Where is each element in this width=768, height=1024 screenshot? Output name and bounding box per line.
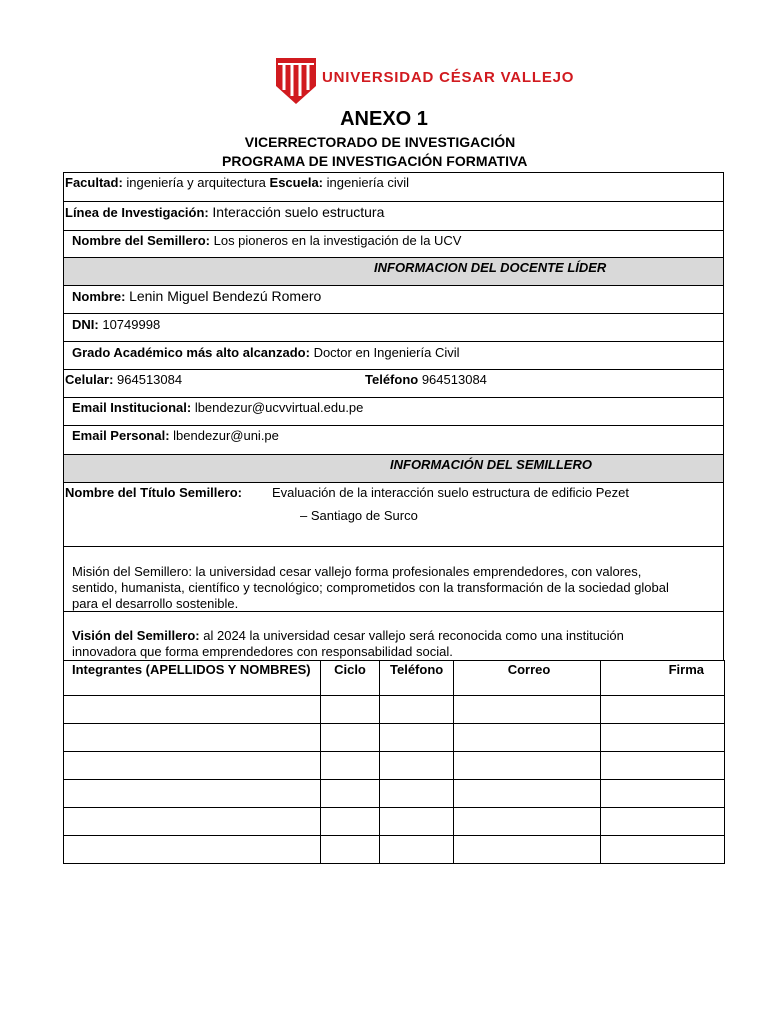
celular-label: Celular: [65, 372, 114, 387]
table-cell[interactable] [601, 724, 725, 752]
semillero-row [63, 230, 724, 258]
university-name: UNIVERSIDAD CÉSAR VALLEJO [322, 69, 575, 86]
mision-text: Misión del Semillero: la universidad cesar vallejo forma profesionales emprendedores, con valores, sentido, humanista, científico y tecnológico; comprometidos con la transformación de la sociedad global para el desarrollo sostenible. [72, 564, 669, 611]
table-row [64, 808, 725, 836]
escuela-value: ingeniería civil [326, 175, 410, 190]
table-cell[interactable] [454, 780, 601, 808]
table-cell[interactable] [454, 836, 601, 864]
semillero-label: Nombre del Semillero: [72, 233, 210, 248]
grado-value: Doctor en Ingeniería Civil [313, 345, 460, 360]
facultad-row [63, 172, 724, 202]
table-row [64, 696, 725, 724]
telefono-label: Teléfono [365, 372, 419, 387]
members-table [63, 660, 725, 864]
email-personal-value: lbendezur@uni.pe [173, 428, 279, 443]
table-cell[interactable] [380, 752, 454, 780]
celular-value: 964513084 [117, 372, 183, 387]
table-cell[interactable] [454, 724, 601, 752]
docente-section-title: INFORMACION DEL DOCENTE LÍDER [374, 260, 607, 275]
column-header-telefono: Teléfono [380, 661, 454, 696]
column-header-ciclo: Ciclo [321, 661, 380, 696]
table-cell[interactable] [380, 724, 454, 752]
table-cell[interactable] [454, 808, 601, 836]
table-cell[interactable] [321, 696, 380, 724]
email-institucional-label: Email Institucional: [72, 400, 192, 415]
table-cell[interactable] [321, 780, 380, 808]
titulo-value-line2: – Santiago de Surco [300, 508, 418, 523]
column-header-integrantes: Integrantes (APELLIDOS Y NOMBRES) [64, 661, 321, 696]
nombre-row [63, 285, 724, 314]
table-cell[interactable] [321, 752, 380, 780]
facultad-value: ingeniería y arquitectura [126, 175, 266, 190]
vision-label: Visión del Semillero: [72, 628, 200, 643]
email-institucional-row [63, 397, 724, 426]
email-institucional-value: lbendezur@ucvvirtual.edu.pe [194, 400, 364, 415]
table-cell[interactable] [454, 696, 601, 724]
table-cell[interactable] [321, 836, 380, 864]
table-row [64, 724, 725, 752]
table-row [64, 780, 725, 808]
titulo-label: Nombre del Título Semillero: [65, 485, 242, 500]
column-header-firma: Firma [601, 661, 725, 696]
page-subtitle-vicerrectorado: VICERRECTORADO DE INVESTIGACIÓN [244, 134, 516, 150]
members-header-row [64, 661, 725, 696]
facultad-label: Facultad: [65, 175, 123, 190]
table-cell[interactable] [64, 836, 321, 864]
table-cell[interactable] [601, 696, 725, 724]
table-cell[interactable] [380, 780, 454, 808]
university-shield-icon [274, 56, 318, 106]
table-cell[interactable] [454, 752, 601, 780]
table-cell[interactable] [64, 724, 321, 752]
table-cell[interactable] [601, 808, 725, 836]
titulo-value-line1: Evaluación de la interacción suelo estructura de edificio Pezet [272, 485, 629, 500]
table-row [64, 752, 725, 780]
table-cell[interactable] [321, 724, 380, 752]
email-personal-label: Email Personal: [72, 428, 170, 443]
semillero-section-title: INFORMACIÓN DEL SEMILLERO [390, 457, 592, 472]
linea-label: Línea de Investigación: [65, 205, 209, 220]
contacto-row [63, 369, 724, 398]
table-cell[interactable] [601, 752, 725, 780]
table-cell[interactable] [380, 808, 454, 836]
escuela-label: Escuela: [269, 175, 324, 190]
vision-value: al 2024 la universidad cesar vallejo será reconocida como una institución innovadora que forma emprendedores con responsabilidad social. [72, 628, 624, 659]
vision-row [63, 611, 724, 661]
table-cell[interactable] [380, 696, 454, 724]
table-cell[interactable] [601, 836, 725, 864]
table-cell[interactable] [321, 808, 380, 836]
titulo-row [63, 482, 724, 547]
table-row [64, 836, 725, 864]
telefono-value: 964513084 [421, 372, 487, 387]
mision-row [63, 546, 724, 612]
column-header-correo: Correo [454, 661, 601, 696]
email-personal-row [63, 425, 724, 455]
table-cell[interactable] [64, 808, 321, 836]
table-cell[interactable] [64, 780, 321, 808]
dni-row [63, 313, 724, 342]
semillero-value: Los pioneros en la investigación de la UCV [213, 233, 462, 248]
page-title: ANEXO 1 [340, 108, 428, 130]
nombre-label: Nombre: [72, 289, 126, 304]
table-cell[interactable] [380, 836, 454, 864]
table-cell[interactable] [64, 696, 321, 724]
table-cell[interactable] [64, 752, 321, 780]
docente-section-header [63, 257, 724, 286]
grado-label: Grado Académico más alto alcanzado: [72, 345, 310, 360]
dni-value: 10749998 [102, 317, 161, 332]
table-cell[interactable] [601, 780, 725, 808]
university-logo [274, 56, 575, 106]
grado-row [63, 341, 724, 370]
semillero-section-header [63, 454, 724, 483]
nombre-value: Lenin Miguel Bendezú Romero [129, 288, 322, 304]
dni-label: DNI: [72, 317, 99, 332]
linea-value: Interacción suelo estructura [212, 204, 385, 220]
page-subtitle-programa: PROGRAMA DE INVESTIGACIÓN FORMATIVA [222, 153, 528, 169]
linea-row [63, 201, 724, 231]
